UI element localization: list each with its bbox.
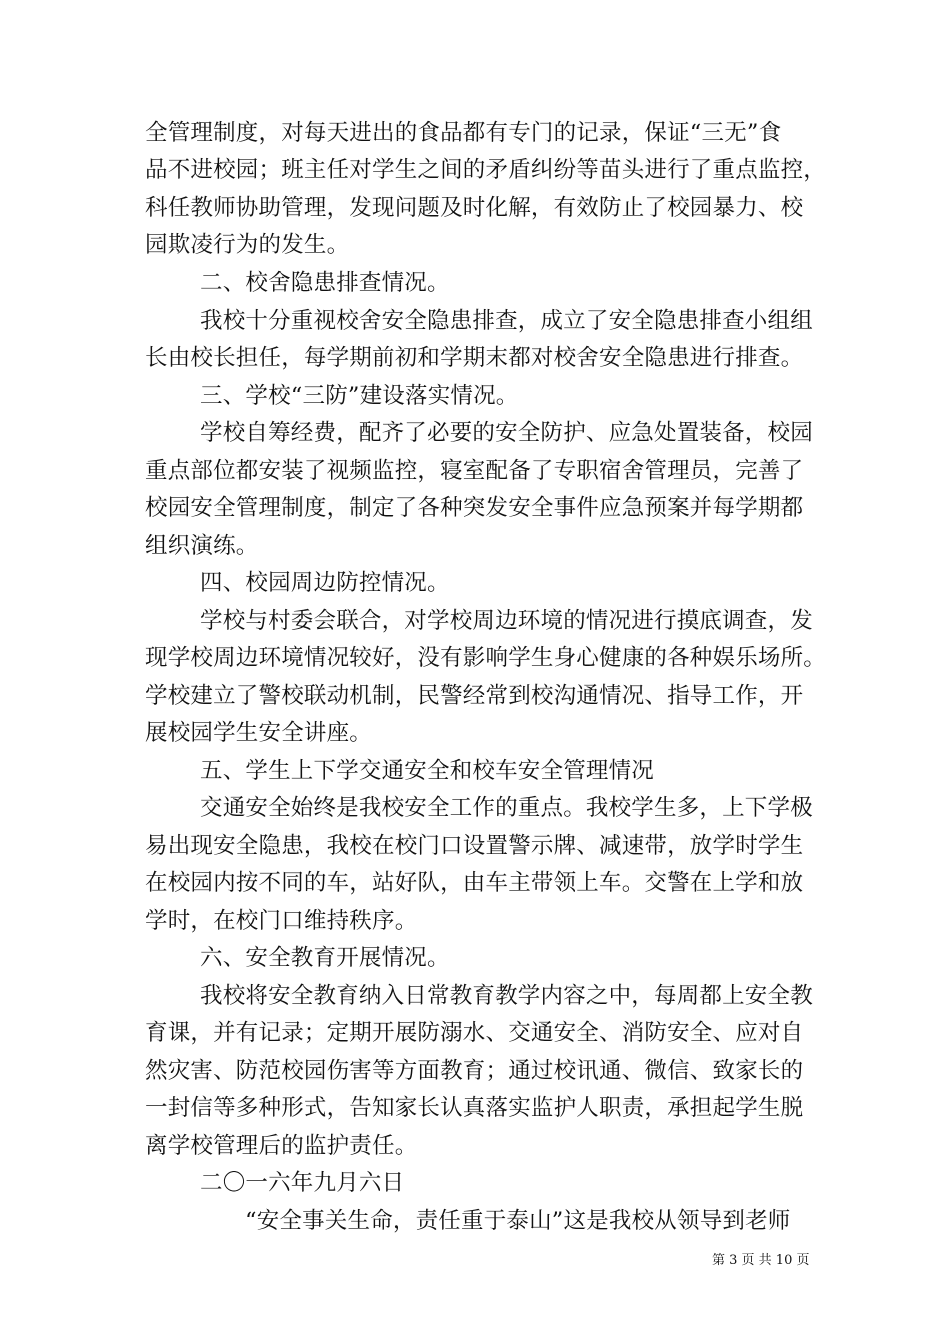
section-heading: 二、校舍隐患排查情况。 (200, 270, 450, 296)
text-line: 展校园学生安全讲座。 (145, 720, 373, 746)
text-line: 交通安全始终是我校安全工作的重点。我校学生多，上下学极 (200, 795, 813, 821)
text-line: 校园安全管理制度，制定了各种突发安全事件应急预案并每学期都 (145, 495, 804, 521)
text-line: 组织演练。 (145, 533, 259, 559)
text-line: 育课，并有记录；定期开展防溺水、交通安全、消防安全、应对自 (145, 1020, 804, 1046)
text-line: 科任教师协助管理，发现问题及时化解，有效防止了校园暴力、校 (145, 195, 804, 221)
text-line: 品不进校园；班主任对学生之间的矛盾纠纷等苗头进行了重点监控， (145, 157, 827, 183)
text-line: 易出现安全隐患，我校在校门口设置警示牌、减速带，放学时学生 (145, 833, 804, 859)
text-line: 我校将安全教育纳入日常教育教学内容之中，每周都上安全教 (200, 983, 813, 1009)
text-line: 离学校管理后的监护责任。 (145, 1133, 418, 1159)
text-line: 一封信等多种形式，告知家长认真落实监护人职责，承担起学生脱 (145, 1095, 804, 1121)
text-line: 现学校周边环境情况较好，没有影响学生身心健康的各种娱乐场所。 (145, 645, 827, 671)
date-line: 二〇一六年九月六日 (200, 1170, 405, 1196)
text-line: 学时，在校门口维持秩序。 (145, 908, 418, 934)
text-line: 长由校长担任，每学期前初和学期末都对校舍安全隐患进行排查。 (145, 345, 804, 371)
text-line: 然灾害、防范校园伤害等方面教育；通过校讯通、微信、致家长的 (145, 1058, 804, 1084)
text-line: 学校与村委会联合，对学校周边环境的情况进行摸底调查，发 (200, 608, 813, 634)
text-line: 在校园内按不同的车，站好队，由车主带领上车。交警在上学和放 (145, 870, 804, 896)
section-heading: 四、校园周边防控情况。 (200, 570, 450, 596)
text-line: 重点部位都安装了视频监控，寝室配备了专职宿舍管理员，完善了 (145, 458, 804, 484)
section-heading: 五、学生上下学交通安全和校车安全管理情况 (200, 758, 655, 784)
section-heading: 三、学校“三防”建设落实情况。 (200, 383, 519, 409)
text-line: 园欺凌行为的发生。 (145, 232, 350, 258)
text-line: 全管理制度，对每天进出的食品都有专门的记录，保证“三无”食 (145, 120, 782, 146)
page-number: 第 3 页 共 10 页 (712, 1253, 810, 1268)
text-line: 学校建立了警校联动机制，民警经常到校沟通情况、指导工作，开 (145, 683, 804, 709)
text-line: 我校十分重视校舍安全隐患排查，成立了安全隐患排查小组组 (200, 308, 813, 334)
text-line: 学校自筹经费，配齐了必要的安全防护、应急处置装备，校园 (200, 420, 813, 446)
section-heading: 六、安全教育开展情况。 (200, 945, 450, 971)
text-line: “安全事关生命，责任重于泰山”这是我校从领导到老师 (245, 1208, 791, 1234)
